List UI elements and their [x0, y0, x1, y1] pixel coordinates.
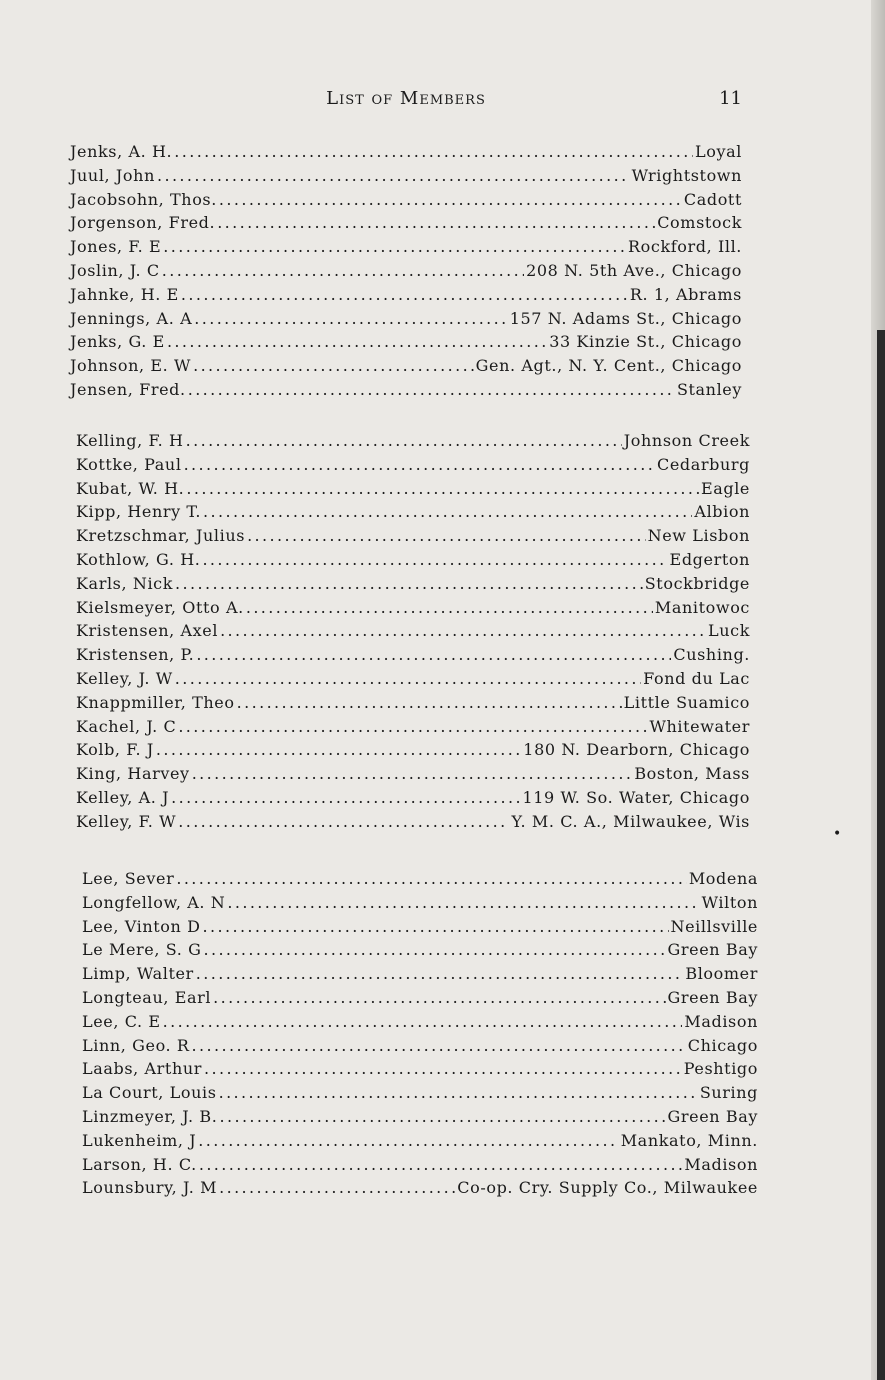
dot-leader — [198, 1131, 618, 1150]
member-entry — [70, 213, 742, 237]
member-entry — [76, 693, 750, 717]
member-location: Rockford, Ill. — [628, 237, 742, 257]
member-location: Edgerton — [669, 549, 750, 569]
member-location: Bloomer — [685, 964, 758, 984]
member-entry — [76, 550, 750, 574]
dot-leader — [194, 309, 508, 328]
member-name: Jennings, A. A — [70, 308, 193, 328]
member-entry — [82, 1059, 758, 1083]
member-name: Kipp, Henry T. — [76, 502, 202, 522]
member-entry — [70, 190, 742, 214]
member-entry — [70, 332, 742, 356]
member-location: Gen. Agt., N. Y. Cent., Chicago — [475, 356, 742, 376]
member-entry — [70, 309, 742, 333]
member-name: Jahnke, H. E — [70, 284, 179, 304]
member-name: Jones, F. E — [70, 237, 162, 257]
member-entry — [76, 669, 750, 693]
member-entry — [82, 893, 758, 917]
dot-leader — [237, 693, 622, 712]
member-entry — [82, 1178, 758, 1202]
member-location: Peshtigo — [683, 1059, 758, 1079]
dot-leader — [175, 669, 641, 688]
member-entry — [76, 574, 750, 598]
member-name: Kubat, W. H. — [76, 478, 185, 498]
member-location: Whitewater — [649, 716, 750, 736]
member-location: Johnson Creek — [623, 431, 750, 450]
page-edge-shadow — [877, 330, 885, 1380]
member-location: Co-op. Cry. Supply Co., Milwaukee — [457, 1178, 758, 1198]
member-location: Wilton — [701, 892, 758, 912]
member-entry — [82, 1107, 758, 1131]
member-name: Linn, Geo. R — [82, 1035, 190, 1055]
dot-leader — [203, 917, 669, 936]
member-location: Cedarburg — [657, 454, 750, 474]
member-name: Lounsbury, J. M — [82, 1178, 218, 1198]
member-name: Jensen, Fred. — [70, 379, 186, 399]
member-entry — [82, 988, 758, 1012]
member-location: New Lisbon — [647, 526, 750, 546]
dot-leader — [246, 598, 653, 617]
dot-leader — [184, 455, 655, 474]
member-name: Kelling, F. H — [76, 431, 184, 450]
dot-leader — [171, 788, 520, 807]
dot-leader — [188, 380, 675, 399]
member-name: Larson, H. C. — [82, 1154, 197, 1174]
member-location: 180 N. Dearborn, Chicago — [523, 740, 750, 760]
member-location: Stockbridge — [644, 573, 750, 593]
member-location: Cadott — [683, 189, 742, 209]
member-name: Limp, Walter — [82, 964, 194, 984]
member-entry — [70, 237, 742, 261]
dot-leader — [175, 574, 643, 593]
member-name: Kolb, F. J — [76, 740, 154, 760]
member-entry — [82, 869, 758, 893]
dot-leader — [167, 332, 547, 351]
member-location: R. 1, Abrams — [629, 284, 742, 304]
stray-mark: • — [833, 826, 842, 842]
member-entry — [76, 717, 750, 741]
member-entry — [82, 940, 758, 964]
member-location: Manitowoc — [654, 597, 750, 617]
member-location: Chicago — [687, 1035, 758, 1055]
dot-leader — [193, 356, 474, 375]
member-entry — [70, 285, 742, 309]
running-title: List of Members — [326, 88, 486, 109]
member-entry — [76, 812, 750, 836]
dot-leader — [213, 988, 665, 1007]
member-name: Lee, Vinton D — [82, 916, 201, 936]
dot-leader — [156, 740, 521, 759]
member-entry — [82, 1012, 758, 1036]
dot-leader — [199, 1155, 683, 1174]
member-location: 119 W. So. Water, Chicago — [522, 787, 750, 807]
member-entry — [76, 502, 750, 526]
dot-leader — [163, 237, 626, 256]
member-name: Kottke, Paul — [76, 454, 182, 474]
member-location: 33 Kinzie St., Chicago — [549, 332, 742, 352]
member-name: Juul, John — [70, 165, 155, 185]
dot-leader — [219, 190, 682, 209]
member-entry — [76, 621, 750, 645]
member-entry — [82, 1036, 758, 1060]
dot-leader — [186, 431, 622, 450]
dot-leader — [196, 964, 684, 983]
dot-leader — [163, 1012, 683, 1031]
member-name: Jorgenson, Fred. — [70, 213, 216, 233]
member-entry — [76, 431, 750, 455]
member-name: Jacobsohn, Thos. — [70, 189, 217, 209]
member-location: Green Bay — [667, 1106, 758, 1126]
member-location: Stanley — [676, 379, 742, 399]
member-entry — [82, 1155, 758, 1179]
member-location: Fond du Lac — [643, 668, 750, 688]
dot-leader — [174, 142, 693, 161]
member-entry — [70, 356, 742, 380]
member-location: Albion — [694, 502, 750, 522]
member-name: Knappmiller, Theo — [76, 692, 235, 712]
dot-leader — [157, 166, 630, 185]
member-name: Longteau, Earl — [82, 987, 212, 1007]
member-name: Jenks, A. H. — [70, 142, 173, 161]
page-number: 11 — [719, 88, 742, 109]
member-location: 208 N. 5th Ave., Chicago — [526, 260, 742, 280]
member-name: Kelley, J. W — [76, 668, 173, 688]
dot-leader — [204, 1059, 682, 1078]
dot-leader — [176, 869, 687, 888]
member-name: Joslin, J. C — [70, 260, 160, 280]
member-location: Green Bay — [667, 987, 758, 1007]
member-name: La Court, Louis — [82, 1083, 217, 1103]
member-entry — [70, 380, 742, 404]
member-location: Madison — [684, 1011, 758, 1031]
member-name: Kristensen, P. — [76, 645, 195, 665]
member-entry — [76, 788, 750, 812]
page-header — [70, 88, 742, 118]
member-name: Kelley, F. W — [76, 811, 177, 831]
dot-leader — [220, 621, 706, 640]
dot-leader — [203, 940, 665, 959]
member-entry — [70, 261, 742, 285]
member-location: Green Bay — [667, 940, 758, 960]
member-name: Karls, Nick — [76, 573, 174, 593]
dot-leader — [162, 261, 524, 280]
dot-leader — [219, 1083, 698, 1102]
member-entry — [76, 526, 750, 550]
member-entry — [82, 964, 758, 988]
member-name: King, Harvey — [76, 764, 190, 784]
member-entry — [76, 764, 750, 788]
dot-leader — [186, 479, 699, 498]
member-name: Kothlow, G. H. — [76, 549, 201, 569]
dot-leader — [202, 550, 667, 569]
member-name: Lukenheim, J — [82, 1130, 197, 1150]
member-entry — [76, 455, 750, 479]
member-entry — [76, 645, 750, 669]
member-entry — [82, 1131, 758, 1155]
member-location: 157 N. Adams St., Chicago — [509, 308, 742, 328]
member-location: Suring — [699, 1083, 758, 1103]
member-name: Kristensen, Axel — [76, 621, 219, 641]
member-name: Jenks, G. E — [70, 332, 165, 352]
dot-leader — [247, 526, 646, 545]
member-entry — [70, 142, 742, 166]
member-name: Kelley, A. J — [76, 787, 170, 807]
member-entry — [76, 479, 750, 503]
member-name: Lee, Sever — [82, 869, 175, 888]
member-location: Neillsville — [670, 916, 758, 936]
member-entry — [70, 166, 742, 190]
members-section-k — [76, 431, 750, 836]
member-name: Le Mere, S. G — [82, 940, 202, 960]
dot-leader — [227, 893, 699, 912]
dot-leader — [203, 502, 692, 521]
member-location: Luck — [708, 621, 750, 641]
member-name: Laabs, Arthur — [82, 1059, 203, 1079]
member-location: Y. M. C. A., Milwaukee, Wis — [511, 811, 750, 831]
member-name: Longfellow, A. N — [82, 892, 226, 912]
member-entry — [82, 917, 758, 941]
member-name: Johnson, E. W — [70, 356, 192, 376]
member-location: Little Suamico — [623, 692, 750, 712]
member-location: Wrightstown — [631, 165, 742, 185]
member-location: Cushing. — [673, 645, 750, 665]
dot-leader — [181, 285, 628, 304]
dot-leader — [178, 717, 647, 736]
members-section-j — [70, 142, 742, 404]
dot-leader — [196, 645, 671, 664]
member-name: Lee, C. E — [82, 1011, 161, 1031]
dot-leader — [217, 213, 655, 232]
member-location: Modena — [688, 869, 758, 888]
member-entry — [76, 740, 750, 764]
member-name: Kretzschmar, Julius — [76, 526, 246, 546]
dot-leader — [219, 1178, 455, 1197]
dot-leader — [192, 764, 633, 783]
member-location: Comstock — [657, 213, 742, 233]
dot-leader — [219, 1107, 665, 1126]
member-entry — [82, 1083, 758, 1107]
dot-leader — [178, 812, 509, 831]
members-section-l — [82, 869, 758, 1202]
member-name: Linzmeyer, J. B. — [82, 1106, 218, 1126]
member-entry — [76, 598, 750, 622]
member-location: Boston, Mass — [634, 764, 750, 784]
dot-leader — [192, 1036, 686, 1055]
member-location: Madison — [684, 1154, 758, 1174]
member-location: Mankato, Minn. — [620, 1130, 758, 1150]
member-location: Loyal — [695, 142, 742, 161]
member-location: Eagle — [700, 478, 750, 498]
member-name: Kachel, J. C — [76, 716, 177, 736]
member-name: Kielsmeyer, Otto A. — [76, 597, 244, 617]
